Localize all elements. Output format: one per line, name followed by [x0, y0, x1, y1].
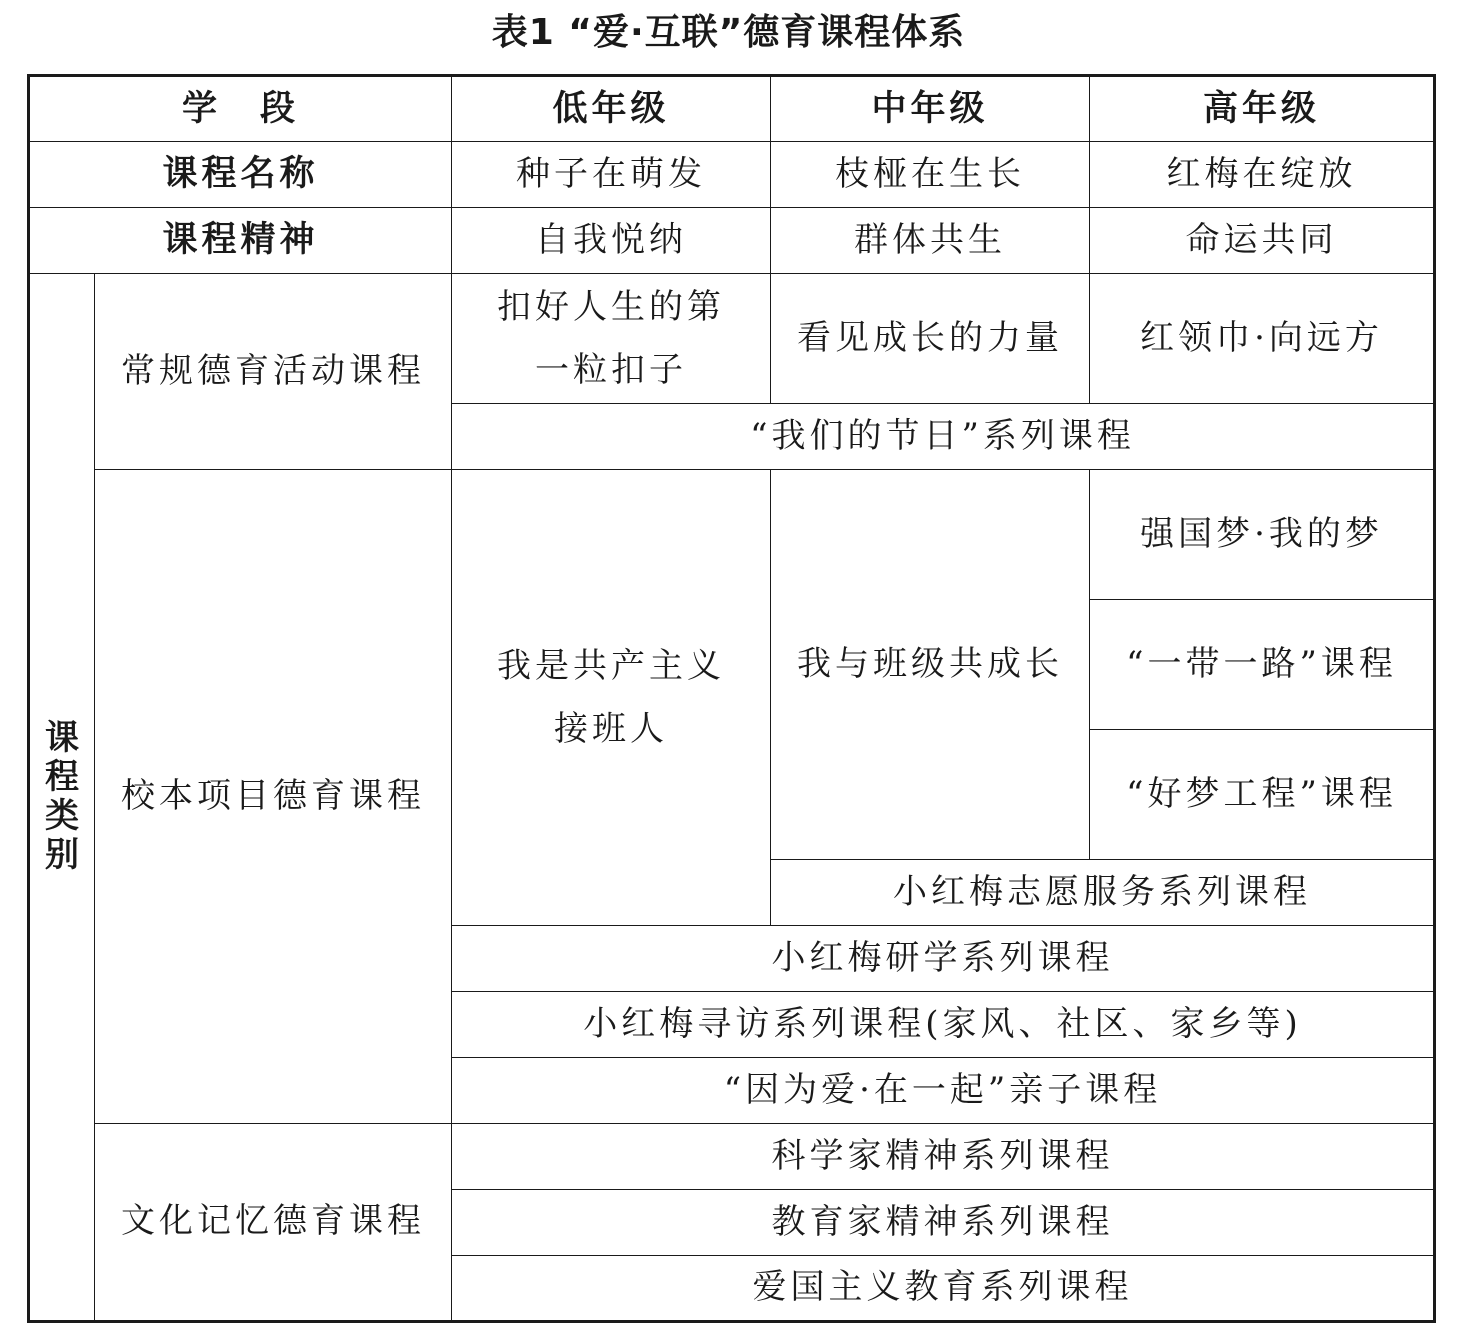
school-course-mid-high: 小红梅志愿服务系列课程 [771, 860, 1435, 926]
course-spirit-low: 自我悦纳 [452, 208, 771, 274]
school-course-all-2: 小红梅寻访系列课程(家风、社区、家乡等) [452, 992, 1435, 1058]
course-spirit-row [29, 208, 1435, 274]
course-spirit-label: 课程精神 [29, 208, 452, 274]
regular-course-high: 红领巾·向远方 [1090, 274, 1435, 404]
header-row [29, 76, 1435, 142]
school-course-high-1: 强国梦·我的梦 [1090, 470, 1435, 600]
school-course-high-3: “好梦工程”课程 [1090, 730, 1435, 860]
category-label-cell [29, 274, 95, 1322]
course-name-high: 红梅在绽放 [1090, 142, 1435, 208]
course-spirit-high: 命运共同 [1090, 208, 1435, 274]
regular-course-all: “我们的节日”系列课程 [452, 404, 1435, 470]
culture-course-3: 爱国主义教育系列课程 [452, 1256, 1435, 1322]
course-name-mid: 枝桠在生长 [771, 142, 1090, 208]
course-name-label: 课程名称 [29, 142, 452, 208]
culture-course-1: 科学家精神系列课程 [452, 1124, 1435, 1190]
school-course-label: 校本项目德育课程 [95, 470, 452, 1124]
curriculum-table [27, 74, 1436, 1323]
regular-course-low: 扣好人生的第一粒扣子 [497, 286, 726, 390]
category-label: 课程类别 [45, 717, 79, 876]
regular-course-label: 常规德育活动课程 [95, 274, 452, 470]
regular-course-mid: 看见成长的力量 [771, 274, 1090, 404]
table-title: 表1 “爱·互联”德育课程体系 [491, 12, 966, 53]
header-stage: 学 段 [29, 76, 452, 142]
school-course-mid: 我与班级共成长 [771, 470, 1090, 860]
course-name-row [29, 142, 1435, 208]
course-name-low: 种子在萌发 [452, 142, 771, 208]
school-course-all-1: 小红梅研学系列课程 [452, 926, 1435, 992]
school-row-1 [29, 470, 1435, 600]
header-low-grade: 低年级 [452, 76, 771, 142]
header-high-grade: 高年级 [1090, 76, 1435, 142]
culture-course-label: 文化记忆德育课程 [95, 1124, 452, 1322]
course-spirit-mid: 群体共生 [771, 208, 1090, 274]
culture-row-1 [29, 1124, 1435, 1190]
school-course-low: 我是共产主义接班人 [497, 645, 726, 749]
school-course-all-3: “因为爱·在一起”亲子课程 [452, 1058, 1435, 1124]
regular-course-low-cell [452, 274, 771, 404]
school-course-high-2: “一带一路”课程 [1090, 600, 1435, 730]
school-course-low-cell [452, 470, 771, 926]
header-mid-grade: 中年级 [771, 76, 1090, 142]
regular-row-1 [29, 274, 1435, 404]
culture-course-2: 教育家精神系列课程 [452, 1190, 1435, 1256]
